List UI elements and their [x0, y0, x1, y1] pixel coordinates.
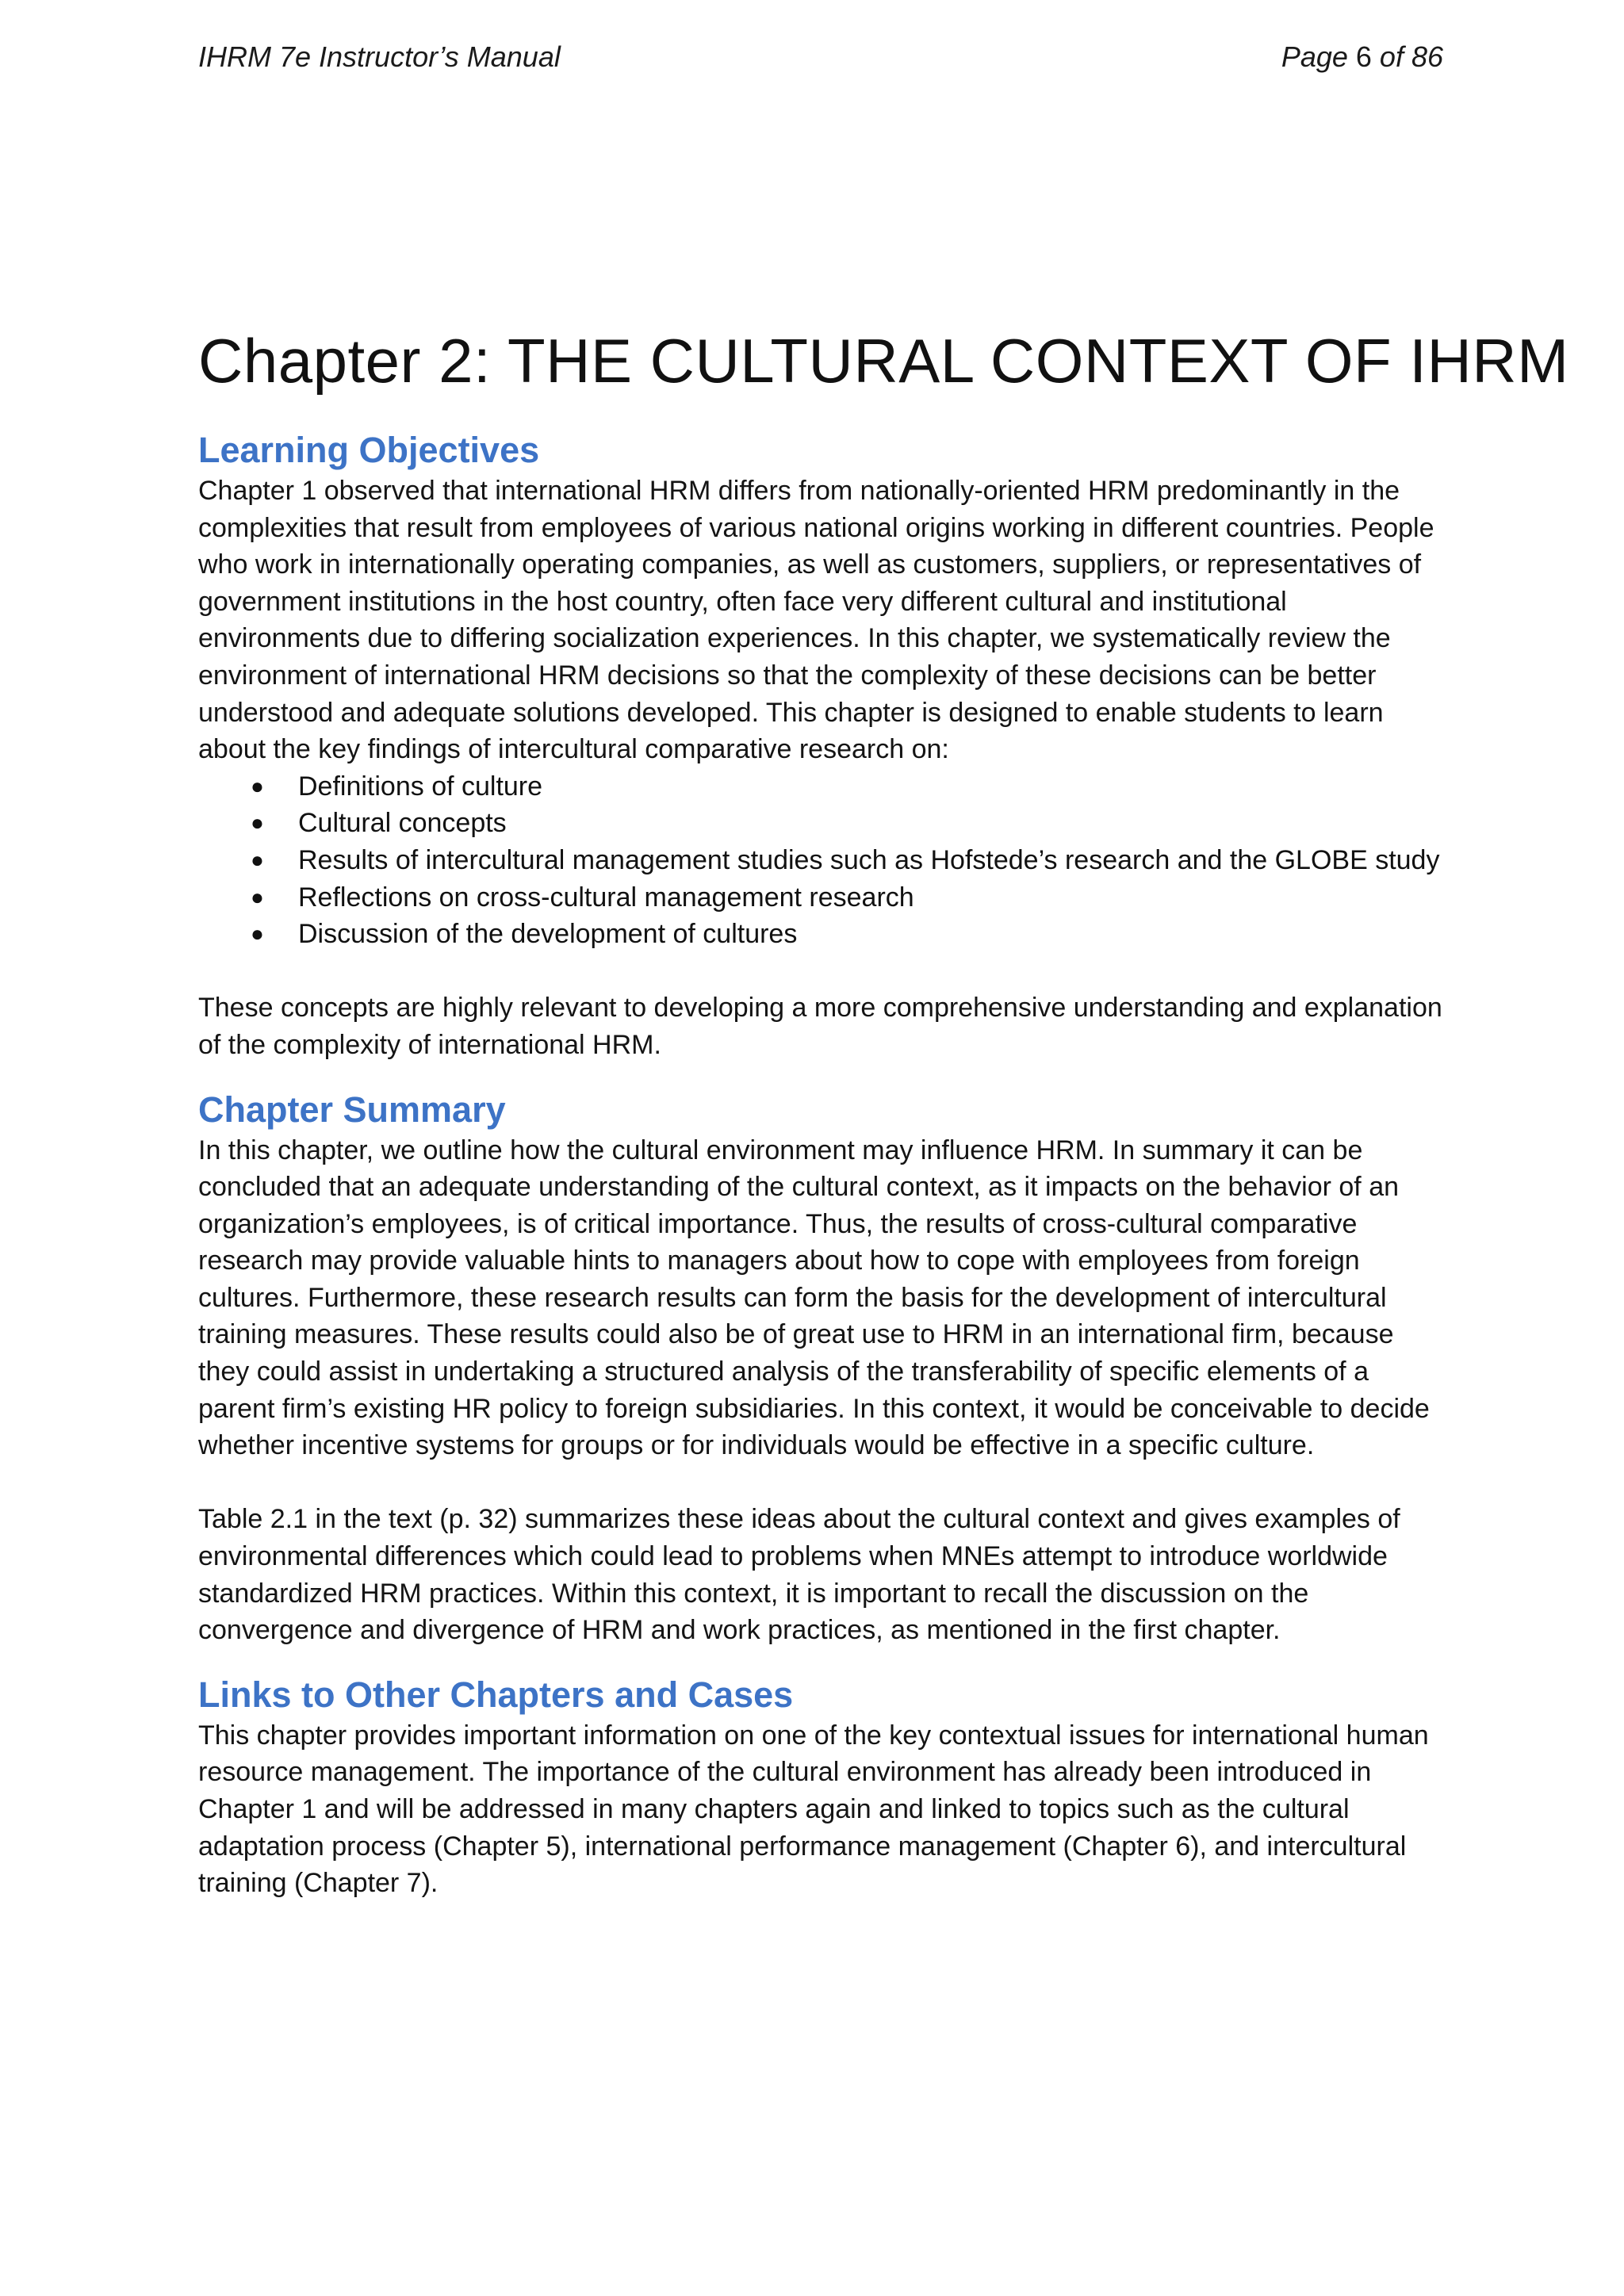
chapter-title: Chapter 2: THE CULTURAL CONTEXT OF IHRM	[198, 326, 1569, 396]
running-header	[198, 38, 1443, 76]
list-item-text: Results of intercultural management studies such as Hofstede’s research and the GLOBE study	[298, 844, 1440, 875]
chapter-summary-paragraph: In this chapter, we outline how the cultural environment may influence HRM. In summary it can be concluded that an adequate understanding of the cultural context, as it impacts on the behavior of an organization’s employees, is of critical importance. Thus, the results of cross-cultural comparative research may provide valuable hints to managers about how to cope with employees from foreign cultures. Furthermore, these research results can form the basis for the development of intercultural training measures. These results could also be of great use to HRM in an international firm, because they could assist in undertaking a structured analysis of the transferability of specific elements of a parent firm’s existing HR policy to foreign subsidiaries. In this context, it would be conceivable to decide whether incentive systems for groups or for individuals would be effective in a specific culture.	[198, 1135, 1430, 1461]
page-number: 6	[1355, 40, 1372, 73]
list-item	[251, 916, 1443, 953]
main-content	[198, 317, 1569, 1902]
bullet-icon: ●	[251, 810, 264, 836]
paragraph-spacer	[198, 1464, 1443, 1502]
chapter-summary-heading: Chapter Summary	[198, 1089, 506, 1130]
page-prefix: Page	[1281, 40, 1356, 73]
objectives-list	[198, 768, 1443, 953]
paragraph-spacer	[198, 953, 1443, 990]
list-item-text: Reflections on cross-cultural management research	[298, 882, 914, 913]
bullet-icon: ●	[251, 884, 264, 909]
bullet-icon: ●	[251, 921, 264, 947]
page-total: of 86	[1371, 40, 1443, 73]
links-paragraph: This chapter provides important information on one of the key contextual issues for international human resource management. The importance of the cultural environment has already been introduced in Chapter 1 and will be addressed in many chapters again and linked to topics such as the cultural adaptation process (Chapter 5), international performance management (Chapter 6), and intercultural training (Chapter 7).	[198, 1720, 1429, 1899]
learning-objectives-intro: Chapter 1 observed that international HRM differs from nationally-oriented HRM predominantly in the complexities that result from employees of various national origins working in different countries. People who work in internationally operating companies, as well as customers, suppliers, or representatives of government institutions in the host country, often face very different cultural and institutional environments due to differing socialization experiences. In this chapter, we systematically review the environment of international HRM decisions so that the complexity of these decisions can be better understood and adequate solutions developed. This chapter is designed to enable students to learn about the key findings of intercultural comparative research on:	[198, 476, 1434, 765]
learning-objectives-heading: Learning Objectives	[198, 430, 540, 470]
list-item	[251, 805, 1443, 842]
links-heading: Links to Other Chapters and Cases	[198, 1674, 794, 1715]
list-item-text: Definitions of culture	[298, 771, 543, 802]
learning-objectives-closing: These concepts are highly relevant to developing a more comprehensive understanding and explanation of the complexity of international HRM.	[198, 993, 1442, 1060]
section-spacer	[198, 1649, 1443, 1673]
list-item	[251, 768, 1443, 806]
list-item	[251, 879, 1443, 916]
list-item	[251, 842, 1443, 879]
chapter-summary-table-paragraph: Table 2.1 in the text (p. 32) summarizes these ideas about the cultural context and gives examples of environmental differences which could lead to problems when MNEs attempt to introduce worldwide standardized HRM practices. Within this context, it is important to recall the discussion on the convergence and divergence of HRM and work practices, as mentioned in the first chapter.	[198, 1504, 1400, 1646]
list-item-text: Discussion of the development of cultures	[298, 919, 798, 950]
manual-title: IHRM 7e Instructor’s Manual	[198, 40, 561, 73]
section-spacer	[198, 1064, 1443, 1088]
bullet-icon: ●	[251, 773, 264, 798]
list-item-text: Cultural concepts	[298, 808, 507, 839]
bullet-icon: ●	[251, 847, 264, 872]
page-indicator	[1281, 38, 1443, 76]
